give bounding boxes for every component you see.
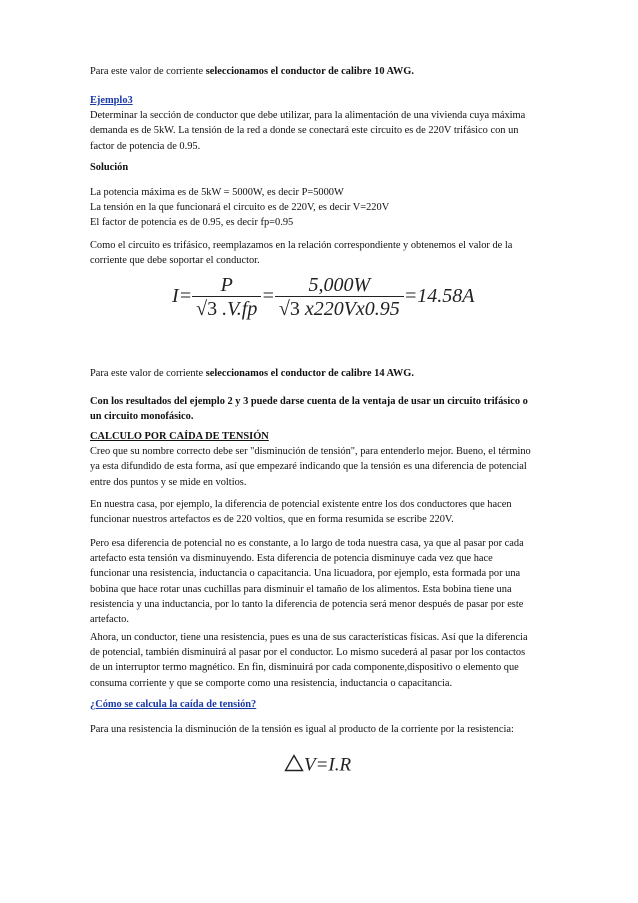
text-normal: Para este valor de corriente bbox=[90, 368, 206, 379]
pero-line: funcionar una resistencia, inductancia o capacitancia. Una licuadora, por ejemplo, esta formada por una bbox=[90, 568, 521, 580]
question-heading-link[interactable]: ¿Cómo se calcula la caída de tensión? bbox=[90, 699, 257, 710]
fraction-1-numerator: P bbox=[192, 274, 261, 297]
solution-para-line: corriente que debe soportar el conductor. bbox=[90, 255, 260, 267]
fraction-1 bbox=[192, 274, 261, 321]
paragraph-calibre-10 bbox=[90, 64, 550, 79]
formula-lhs: I= bbox=[172, 285, 193, 308]
solution-para-line: Como el circuito es trifásico, reemplazamos en la relación correspondiente y obtenemos el valor de la bbox=[90, 240, 513, 251]
example-block bbox=[90, 93, 550, 154]
text-normal: Para este valor de corriente bbox=[90, 66, 206, 77]
fraction-2 bbox=[275, 274, 404, 321]
den-rest: x220Vx0.95 bbox=[299, 298, 400, 320]
pero-line: artefacto esta tensión va disminuyendo. Esta diferencia de potencia disminuye cada vez que hace bbox=[90, 553, 493, 565]
solution-line: El factor de potencia es de 0.95, es decir fp=0.95 bbox=[90, 217, 294, 229]
sqrt-3: √3 bbox=[196, 298, 218, 320]
fraction-2-numerator: 5,000W bbox=[275, 274, 404, 297]
calc-section bbox=[90, 429, 550, 490]
ahora-line: de un interruptor termo magnético. En fin, disminuirá por cada componente,dispositivo o elemento que bbox=[90, 662, 519, 674]
pero-line: Pero esa diferencia de potencial no es constante, a lo largo de toda nuestra casa, ya que al pasar por cada bbox=[90, 538, 524, 549]
example-line: Determinar la sección de conductor que debe utilizar, para la alimentación de una vivienda cuya máxima bbox=[90, 110, 526, 122]
example-line: factor de potencia de 0.95. bbox=[90, 140, 201, 152]
solution-lines bbox=[90, 185, 550, 231]
text-bold: seleccionamos el conductor de calibre 14 AWG. bbox=[205, 368, 414, 379]
solution-heading: Solución bbox=[90, 162, 129, 173]
question-heading-wrap bbox=[90, 697, 550, 712]
paragraph-casa bbox=[90, 497, 550, 527]
calc-line: entre dos puntos y se mide en voltios. bbox=[90, 476, 247, 488]
calc-line: Creo que su nombre correcto debe ser "disminución de tensión", para entenderlo mejor. Bueno, el término bbox=[90, 446, 531, 458]
casa-line: En nuestra casa, por ejemplo, la diferencia de potencial existente entre los dos conductores que hacen bbox=[90, 499, 512, 510]
formula-text: V=I.R bbox=[304, 754, 352, 776]
formula-result: =14.58A bbox=[403, 285, 475, 308]
ahora-line: consuma corriente y que se comporte como una resistencia, inductancia o capacitancia. bbox=[90, 677, 453, 689]
conclusion-line: Con los resultados del ejemplo 2 y 3 puede darse cuenta de la ventaja de usar un circuito trifásico o bbox=[90, 396, 528, 407]
solution-paragraph bbox=[90, 238, 550, 268]
pero-line: bobina que hace rotar unas cuchillas para disminuir el tamaño de los alimentos. Esta bobina tiene una bbox=[90, 583, 512, 595]
triangle-delta-icon bbox=[284, 754, 304, 778]
den-rest: .V.fp bbox=[217, 298, 258, 320]
fraction-2-denominator bbox=[275, 297, 404, 321]
fraction-1-denominator bbox=[192, 297, 261, 321]
casa-line: funcionar nuestros artefactos es de 220 voltios, que en forma resumida se escribe 220V. bbox=[90, 514, 454, 526]
calc-line: ya esta difundido de esta forma, así que empezaré indicando que la tensión es una diferencia de potencial bbox=[90, 461, 527, 473]
conclusion-line: un circuito monofásico. bbox=[90, 411, 194, 423]
ahora-line: de potencial, también disminuirá al pasar por el conductor. Lo mismo sucederá al pasar por los contactos bbox=[90, 647, 526, 659]
paragraph-pero bbox=[90, 536, 550, 627]
current-formula bbox=[172, 274, 475, 321]
question-paragraph bbox=[90, 722, 550, 737]
example-heading-link[interactable]: Ejemplo3 bbox=[90, 95, 133, 106]
paragraph-ahora bbox=[90, 630, 550, 691]
text-bold: seleccionamos el conductor de calibre 10 AWG. bbox=[205, 66, 414, 77]
calc-heading: CALCULO POR CAÍDA DE TENSIÓN bbox=[90, 431, 269, 442]
sqrt-3: √3 bbox=[278, 298, 300, 320]
formula-equals: = bbox=[261, 285, 275, 308]
conclusion-paragraph bbox=[90, 394, 550, 424]
example-line: demanda es de 5kW. La tensión de la red a donde se conectará este circuito es de 220V trifásico con un bbox=[90, 125, 519, 137]
ahora-line: Ahora, un conductor, tiene una resistencia, pues es una de sus características físicas. Así que la diferencia bbox=[90, 632, 528, 643]
pero-line: artefacto. bbox=[90, 614, 129, 626]
pero-line: resistencia y una inductancia, por lo tanto la diferencia de potencia será menor después de pasar por este bbox=[90, 598, 524, 610]
question-line: Para una resistencia la disminución de la tensión es igual al producto de la corriente por la resistencia: bbox=[90, 724, 514, 735]
voltage-drop-formula bbox=[284, 754, 351, 778]
solution-line: La tensión en la que funcionará el circuito es de 220V, es decir V=220V bbox=[90, 202, 390, 214]
paragraph-calibre-14 bbox=[90, 366, 550, 381]
solution-line: La potencia máxima es de 5kW = 5000W, es decir P=5000W bbox=[90, 187, 344, 198]
